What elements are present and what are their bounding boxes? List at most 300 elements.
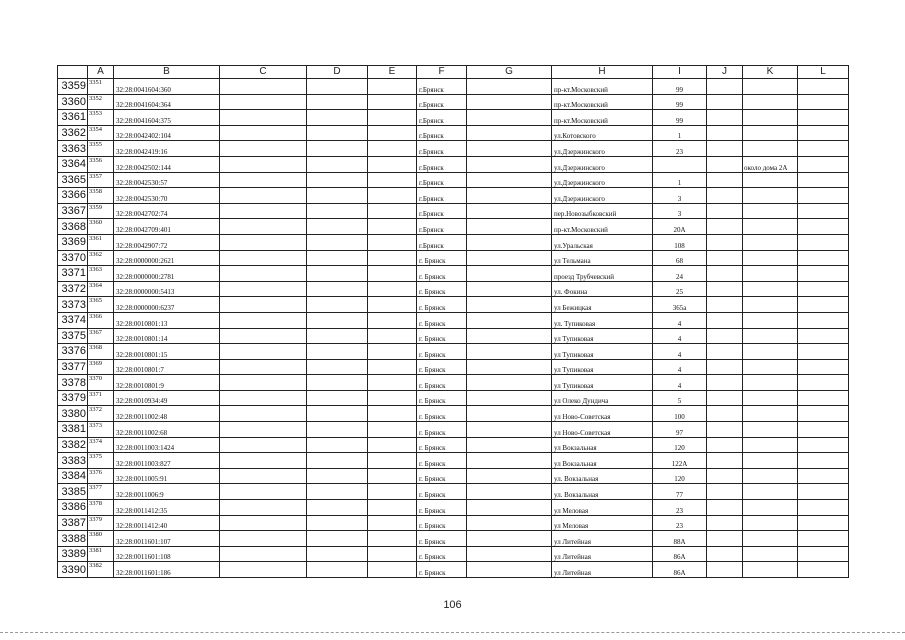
cell-k[interactable] [743, 110, 798, 126]
cell-a[interactable]: 3374 [88, 437, 114, 453]
cell-h[interactable]: ул Тупиковая [552, 328, 653, 344]
cell-e[interactable] [368, 437, 417, 453]
cell-i[interactable]: 3 [653, 203, 707, 219]
cell-d[interactable] [307, 531, 368, 547]
cell-f[interactable]: г. Брянск [417, 375, 467, 391]
cell-b[interactable]: 32:28:0011601:107 [114, 531, 220, 547]
cell-d[interactable] [307, 546, 368, 562]
cell-j[interactable] [707, 468, 743, 484]
cell-d[interactable] [307, 406, 368, 422]
cell-a[interactable]: 3368 [88, 344, 114, 360]
row-number[interactable]: 3385 [58, 484, 88, 500]
cell-k[interactable] [743, 79, 798, 95]
cell-d[interactable] [307, 141, 368, 157]
cell-l[interactable] [798, 141, 849, 157]
cell-i[interactable]: 122А [653, 453, 707, 469]
cell-c[interactable] [220, 515, 307, 531]
cell-j[interactable] [707, 562, 743, 578]
cell-i[interactable]: 86А [653, 546, 707, 562]
row-number[interactable]: 3366 [58, 188, 88, 204]
cell-g[interactable] [467, 203, 552, 219]
cell-k[interactable] [743, 484, 798, 500]
row-number[interactable]: 3362 [58, 125, 88, 141]
cell-j[interactable] [707, 219, 743, 235]
cell-h[interactable]: ул. Вокзальная [552, 484, 653, 500]
cell-a[interactable]: 3358 [88, 188, 114, 204]
cell-l[interactable] [798, 312, 849, 328]
cell-k[interactable] [743, 94, 798, 110]
cell-j[interactable] [707, 79, 743, 95]
column-header-l[interactable]: L [798, 66, 849, 79]
cell-b[interactable]: 32:28:0010801:9 [114, 375, 220, 391]
cell-j[interactable] [707, 172, 743, 188]
cell-e[interactable] [368, 172, 417, 188]
cell-f[interactable]: г.Брянск [417, 156, 467, 172]
cell-c[interactable] [220, 141, 307, 157]
cell-l[interactable] [798, 219, 849, 235]
cell-c[interactable] [220, 250, 307, 266]
cell-d[interactable] [307, 94, 368, 110]
cell-a[interactable]: 3370 [88, 375, 114, 391]
cell-g[interactable] [467, 141, 552, 157]
cell-l[interactable] [798, 422, 849, 438]
cell-h[interactable]: ул.Дзержинского [552, 172, 653, 188]
cell-e[interactable] [368, 250, 417, 266]
cell-j[interactable] [707, 250, 743, 266]
cell-l[interactable] [798, 344, 849, 360]
cell-k[interactable] [743, 406, 798, 422]
column-header-b[interactable]: B [114, 66, 220, 79]
cell-d[interactable] [307, 110, 368, 126]
cell-g[interactable] [467, 453, 552, 469]
cell-l[interactable] [798, 375, 849, 391]
row-number[interactable]: 3387 [58, 515, 88, 531]
cell-k[interactable] [743, 312, 798, 328]
cell-f[interactable]: г. Брянск [417, 546, 467, 562]
cell-h[interactable]: ул.Дзержинского [552, 188, 653, 204]
cell-k[interactable] [743, 546, 798, 562]
cell-b[interactable]: 32:28:0010934:49 [114, 390, 220, 406]
cell-h[interactable]: ул Литейная [552, 562, 653, 578]
cell-c[interactable] [220, 125, 307, 141]
cell-b[interactable]: 32:28:0011601:186 [114, 562, 220, 578]
cell-g[interactable] [467, 328, 552, 344]
cell-h[interactable]: ул Бежицкая [552, 297, 653, 313]
cell-k[interactable] [743, 515, 798, 531]
row-number[interactable]: 3379 [58, 390, 88, 406]
cell-l[interactable] [798, 297, 849, 313]
cell-f[interactable]: г.Брянск [417, 219, 467, 235]
cell-a[interactable]: 3361 [88, 234, 114, 250]
cell-c[interactable] [220, 375, 307, 391]
cell-l[interactable] [798, 328, 849, 344]
cell-i[interactable]: 86А [653, 562, 707, 578]
cell-f[interactable]: г. Брянск [417, 406, 467, 422]
cell-k[interactable] [743, 531, 798, 547]
cell-d[interactable] [307, 203, 368, 219]
cell-g[interactable] [467, 188, 552, 204]
cell-j[interactable] [707, 359, 743, 375]
cell-g[interactable] [467, 312, 552, 328]
cell-d[interactable] [307, 344, 368, 360]
cell-a[interactable]: 3353 [88, 110, 114, 126]
cell-g[interactable] [467, 250, 552, 266]
cell-h[interactable]: ул Вокзальная [552, 437, 653, 453]
cell-g[interactable] [467, 297, 552, 313]
cell-k[interactable] [743, 437, 798, 453]
cell-d[interactable] [307, 390, 368, 406]
cell-d[interactable] [307, 281, 368, 297]
cell-a[interactable]: 3373 [88, 422, 114, 438]
cell-d[interactable] [307, 188, 368, 204]
cell-c[interactable] [220, 219, 307, 235]
column-header-f[interactable]: F [417, 66, 467, 79]
cell-h[interactable]: ул. Фокина [552, 281, 653, 297]
cell-e[interactable] [368, 359, 417, 375]
column-header-a[interactable]: A [88, 66, 114, 79]
cell-b[interactable]: 32:28:0011003:1424 [114, 437, 220, 453]
cell-a[interactable]: 3356 [88, 156, 114, 172]
cell-l[interactable] [798, 156, 849, 172]
cell-c[interactable] [220, 234, 307, 250]
row-number[interactable]: 3375 [58, 328, 88, 344]
cell-j[interactable] [707, 125, 743, 141]
cell-c[interactable] [220, 203, 307, 219]
column-header-k[interactable]: K [743, 66, 798, 79]
cell-a[interactable]: 3371 [88, 390, 114, 406]
cell-f[interactable]: г. Брянск [417, 328, 467, 344]
column-header-e[interactable]: E [368, 66, 417, 79]
cell-e[interactable] [368, 468, 417, 484]
cell-h[interactable]: ул Меловая [552, 515, 653, 531]
cell-g[interactable] [467, 515, 552, 531]
cell-e[interactable] [368, 546, 417, 562]
cell-l[interactable] [798, 94, 849, 110]
cell-a[interactable]: 3362 [88, 250, 114, 266]
cell-f[interactable]: г. Брянск [417, 453, 467, 469]
cell-a[interactable]: 3376 [88, 468, 114, 484]
cell-a[interactable]: 3354 [88, 125, 114, 141]
cell-i[interactable]: 100 [653, 406, 707, 422]
cell-h[interactable]: ул.Дзержинского [552, 141, 653, 157]
cell-e[interactable] [368, 234, 417, 250]
cell-b[interactable]: 32:28:0041604:360 [114, 79, 220, 95]
cell-i[interactable]: 120 [653, 468, 707, 484]
cell-e[interactable] [368, 94, 417, 110]
cell-f[interactable]: г. Брянск [417, 562, 467, 578]
cell-f[interactable]: г. Брянск [417, 500, 467, 516]
cell-d[interactable] [307, 468, 368, 484]
cell-i[interactable]: 25 [653, 281, 707, 297]
cell-c[interactable] [220, 390, 307, 406]
cell-j[interactable] [707, 546, 743, 562]
cell-g[interactable] [467, 156, 552, 172]
cell-a[interactable]: 3352 [88, 94, 114, 110]
cell-h[interactable]: ул Литейная [552, 546, 653, 562]
cell-c[interactable] [220, 312, 307, 328]
cell-i[interactable]: 1 [653, 172, 707, 188]
cell-i[interactable]: 99 [653, 110, 707, 126]
row-number[interactable]: 3380 [58, 406, 88, 422]
cell-f[interactable]: г.Брянск [417, 79, 467, 95]
cell-e[interactable] [368, 219, 417, 235]
cell-l[interactable] [798, 188, 849, 204]
cell-g[interactable] [467, 531, 552, 547]
cell-k[interactable] [743, 500, 798, 516]
cell-g[interactable] [467, 125, 552, 141]
cell-c[interactable] [220, 359, 307, 375]
cell-i[interactable]: 120 [653, 437, 707, 453]
cell-d[interactable] [307, 453, 368, 469]
cell-h[interactable]: ул.Уральская [552, 234, 653, 250]
cell-d[interactable] [307, 219, 368, 235]
cell-b[interactable]: 32:28:0042709:401 [114, 219, 220, 235]
cell-d[interactable] [307, 172, 368, 188]
cell-e[interactable] [368, 156, 417, 172]
cell-k[interactable] [743, 422, 798, 438]
cell-d[interactable] [307, 359, 368, 375]
cell-a[interactable]: 3377 [88, 484, 114, 500]
cell-a[interactable]: 3366 [88, 312, 114, 328]
cell-k[interactable] [743, 297, 798, 313]
cell-l[interactable] [798, 234, 849, 250]
row-number[interactable]: 3382 [58, 437, 88, 453]
cell-b[interactable]: 32:28:0011003:827 [114, 453, 220, 469]
cell-l[interactable] [798, 437, 849, 453]
cell-b[interactable]: 32:28:0010801:13 [114, 312, 220, 328]
cell-h[interactable]: ул.Котовского [552, 125, 653, 141]
cell-b[interactable]: 32:28:0042530:70 [114, 188, 220, 204]
cell-j[interactable] [707, 390, 743, 406]
cell-i[interactable]: 4 [653, 359, 707, 375]
cell-b[interactable]: 32:28:0011601:108 [114, 546, 220, 562]
cell-l[interactable] [798, 515, 849, 531]
cell-f[interactable]: г. Брянск [417, 390, 467, 406]
cell-g[interactable] [467, 234, 552, 250]
cell-c[interactable] [220, 94, 307, 110]
cell-f[interactable]: г.Брянск [417, 141, 467, 157]
cell-a[interactable]: 3369 [88, 359, 114, 375]
cell-g[interactable] [467, 94, 552, 110]
cell-a[interactable]: 3378 [88, 500, 114, 516]
cell-g[interactable] [467, 172, 552, 188]
cell-i[interactable]: 99 [653, 79, 707, 95]
cell-e[interactable] [368, 297, 417, 313]
cell-k[interactable] [743, 390, 798, 406]
cell-g[interactable] [467, 437, 552, 453]
cell-e[interactable] [368, 188, 417, 204]
cell-g[interactable] [467, 468, 552, 484]
row-number[interactable]: 3367 [58, 203, 88, 219]
cell-k[interactable] [743, 453, 798, 469]
cell-f[interactable]: г. Брянск [417, 297, 467, 313]
cell-g[interactable] [467, 219, 552, 235]
cell-e[interactable] [368, 125, 417, 141]
cell-j[interactable] [707, 266, 743, 282]
cell-e[interactable] [368, 562, 417, 578]
cell-b[interactable]: 32:28:0010801:14 [114, 328, 220, 344]
cell-h[interactable]: ул Олеко Дундича [552, 390, 653, 406]
cell-g[interactable] [467, 375, 552, 391]
cell-a[interactable]: 3363 [88, 266, 114, 282]
cell-g[interactable] [467, 266, 552, 282]
cell-i[interactable]: 23 [653, 500, 707, 516]
cell-k[interactable] [743, 141, 798, 157]
cell-k[interactable] [743, 125, 798, 141]
cell-g[interactable] [467, 422, 552, 438]
cell-j[interactable] [707, 344, 743, 360]
cell-d[interactable] [307, 515, 368, 531]
cell-j[interactable] [707, 94, 743, 110]
cell-b[interactable]: 32:28:0011006:9 [114, 484, 220, 500]
cell-d[interactable] [307, 484, 368, 500]
cell-i[interactable] [653, 156, 707, 172]
cell-i[interactable]: 4 [653, 312, 707, 328]
row-number[interactable]: 3369 [58, 234, 88, 250]
cell-j[interactable] [707, 375, 743, 391]
cell-b[interactable]: 32:28:0000000:5413 [114, 281, 220, 297]
cell-l[interactable] [798, 79, 849, 95]
cell-h[interactable]: ул Меловая [552, 500, 653, 516]
cell-b[interactable]: 32:28:0041604:364 [114, 94, 220, 110]
cell-g[interactable] [467, 390, 552, 406]
cell-h[interactable]: проезд Трубчевский [552, 266, 653, 282]
cell-b[interactable]: 32:28:0011002:48 [114, 406, 220, 422]
cell-a[interactable]: 3360 [88, 219, 114, 235]
cell-f[interactable]: г. Брянск [417, 484, 467, 500]
cell-b[interactable]: 32:28:0042502:144 [114, 156, 220, 172]
cell-a[interactable]: 3359 [88, 203, 114, 219]
cell-h[interactable]: пр-кт.Московский [552, 219, 653, 235]
cell-i[interactable]: 68 [653, 250, 707, 266]
row-number[interactable]: 3364 [58, 156, 88, 172]
cell-d[interactable] [307, 250, 368, 266]
cell-l[interactable] [798, 250, 849, 266]
cell-j[interactable] [707, 110, 743, 126]
cell-e[interactable] [368, 312, 417, 328]
cell-i[interactable]: 88А [653, 531, 707, 547]
cell-k[interactable] [743, 281, 798, 297]
row-number[interactable]: 3373 [58, 297, 88, 313]
cell-j[interactable] [707, 188, 743, 204]
cell-f[interactable]: г. Брянск [417, 422, 467, 438]
cell-a[interactable]: 3382 [88, 562, 114, 578]
cell-d[interactable] [307, 266, 368, 282]
cell-j[interactable] [707, 141, 743, 157]
cell-h[interactable]: ул.Дзержинского [552, 156, 653, 172]
cell-l[interactable] [798, 500, 849, 516]
cell-h[interactable]: ул Ново-Советская [552, 406, 653, 422]
cell-j[interactable] [707, 156, 743, 172]
cell-e[interactable] [368, 406, 417, 422]
cell-b[interactable]: 32:28:0000000:6237 [114, 297, 220, 313]
cell-h[interactable]: пр-кт.Московский [552, 94, 653, 110]
column-header-h[interactable]: H [552, 66, 653, 79]
cell-f[interactable]: г. Брянск [417, 359, 467, 375]
cell-e[interactable] [368, 266, 417, 282]
cell-c[interactable] [220, 110, 307, 126]
cell-k[interactable] [743, 188, 798, 204]
cell-l[interactable] [798, 266, 849, 282]
cell-g[interactable] [467, 406, 552, 422]
cell-c[interactable] [220, 188, 307, 204]
cell-l[interactable] [798, 390, 849, 406]
column-header-c[interactable]: C [220, 66, 307, 79]
cell-k[interactable]: около дома 2А [743, 156, 798, 172]
cell-b[interactable]: 32:28:0000000:2781 [114, 266, 220, 282]
cell-a[interactable]: 3355 [88, 141, 114, 157]
cell-h[interactable]: ул Тупиковая [552, 344, 653, 360]
row-number[interactable]: 3389 [58, 546, 88, 562]
cell-e[interactable] [368, 328, 417, 344]
cell-d[interactable] [307, 79, 368, 95]
cell-h[interactable]: ул. Вокзальная [552, 468, 653, 484]
cell-c[interactable] [220, 266, 307, 282]
cell-f[interactable]: г. Брянск [417, 281, 467, 297]
cell-f[interactable]: г. Брянск [417, 312, 467, 328]
cell-e[interactable] [368, 500, 417, 516]
cell-l[interactable] [798, 172, 849, 188]
cell-c[interactable] [220, 500, 307, 516]
cell-i[interactable]: 3 [653, 188, 707, 204]
cell-i[interactable]: 4 [653, 328, 707, 344]
cell-i[interactable]: 99 [653, 94, 707, 110]
cell-l[interactable] [798, 125, 849, 141]
cell-c[interactable] [220, 281, 307, 297]
cell-a[interactable]: 3379 [88, 515, 114, 531]
cell-j[interactable] [707, 297, 743, 313]
cell-h[interactable]: пр-кт.Московский [552, 110, 653, 126]
cell-e[interactable] [368, 79, 417, 95]
cell-j[interactable] [707, 437, 743, 453]
cell-e[interactable] [368, 281, 417, 297]
cell-f[interactable]: г. Брянск [417, 266, 467, 282]
cell-j[interactable] [707, 531, 743, 547]
cell-i[interactable]: 97 [653, 422, 707, 438]
cell-g[interactable] [467, 500, 552, 516]
cell-b[interactable]: 32:28:0041604:375 [114, 110, 220, 126]
row-number[interactable]: 3361 [58, 110, 88, 126]
cell-l[interactable] [798, 406, 849, 422]
cell-k[interactable] [743, 468, 798, 484]
cell-j[interactable] [707, 500, 743, 516]
cell-b[interactable]: 32:28:0042402:104 [114, 125, 220, 141]
cell-d[interactable] [307, 562, 368, 578]
cell-g[interactable] [467, 344, 552, 360]
cell-c[interactable] [220, 484, 307, 500]
cell-l[interactable] [798, 531, 849, 547]
cell-a[interactable]: 3380 [88, 531, 114, 547]
row-number[interactable]: 3383 [58, 453, 88, 469]
cell-c[interactable] [220, 422, 307, 438]
column-header-j[interactable]: J [707, 66, 743, 79]
cell-d[interactable] [307, 375, 368, 391]
row-number[interactable]: 3381 [58, 422, 88, 438]
cell-i[interactable]: 5 [653, 390, 707, 406]
cell-i[interactable]: 4 [653, 375, 707, 391]
cell-c[interactable] [220, 406, 307, 422]
cell-h[interactable]: ул Литейная [552, 531, 653, 547]
cell-i[interactable]: 4 [653, 344, 707, 360]
cell-j[interactable] [707, 328, 743, 344]
cell-d[interactable] [307, 125, 368, 141]
cell-f[interactable]: г. Брянск [417, 531, 467, 547]
cell-k[interactable] [743, 359, 798, 375]
row-number[interactable]: 3377 [58, 359, 88, 375]
cell-c[interactable] [220, 531, 307, 547]
cell-f[interactable]: г.Брянск [417, 172, 467, 188]
cell-k[interactable] [743, 172, 798, 188]
